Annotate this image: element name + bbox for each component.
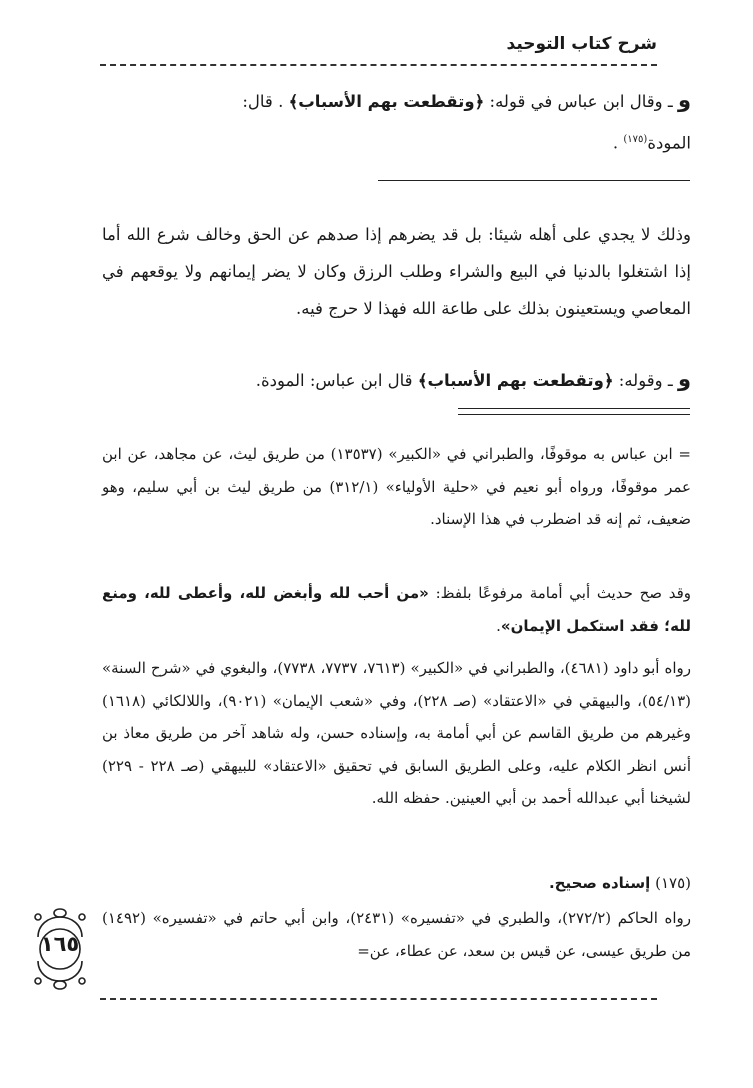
commentary-paragraph: وذلك لا يجدي على أهله شيئا: بل قد يضرهم إذا صدهم عن الحق وخالف شرع الله أما إذا اشتغلوا بالدنيا في البيع والشراء وطلب الرزق وكان لا يضر إيمانهم ولا يوقعهم في المعاصي ويستعينون بذلك على طاعة الله فهذا لا حرج فيه. <box>102 225 691 318</box>
footer-dashed-rule <box>100 998 657 1000</box>
commentary-lead: ـ وقوله: <box>618 371 673 390</box>
hadith-text: «من أحب لله وأبغض لله، وأعطى لله، ومنع لله؛ فقد استكمل الإيمان» <box>102 584 691 635</box>
header-dashed-rule <box>100 64 657 66</box>
footnote-175-text: رواه الحاكم (٢٧٢/٢)، والطبري في «تفسيره» (٢٤٣١)، وابن أبي حاتم في «تفسيره» (١٤٩٢) من طريق عيسى، عن قيس بن سعد، عن عطاء، عن= <box>102 909 692 960</box>
matn-quote-line2 <box>100 121 691 162</box>
footnote-takhrij: رواه أبو داود (٤٦٨١)، والطبراني في «الكبير» (٧٦١٣، ٧٧٣٧، ٧٧٣٨)، والبغوي في «شرح السنة» (٥٤/١٣)، والبيهقي في «الاعتقاد» (صـ ٢٢٨)، وفي «شعب الإيمان» (٩٠٢١)، واللالكائي (١٦١٨) وغيرهم من طريق القاسم عن أبي أمامة به، وإسناده حسن، وله شاهد آخر من طريق معاذ بن أنس انظر الكلام عليه، وعلى الطريق السابق في تحقيق «الاعتقاد» للبيهقي (صـ ٢٢٨ - ٢٢٩) لشيخنا أبي عبدالله أحمد بن أبي العينين. حفظه الله. <box>102 659 692 807</box>
footnote-175-grade: إسناده صحيح. <box>548 874 651 892</box>
footnote-ref-175: (١٧٥) <box>623 134 648 145</box>
footnote-separator-bottom <box>458 414 690 415</box>
matn-line2: المودة <box>647 133 691 153</box>
hadith-end: . <box>496 616 501 635</box>
page-number: ١٦٥ <box>40 932 80 956</box>
footnote-continuation: = ابن عباس به موقوفًا، والطبراني في «الكبير» (١٣٥٣٧) من طريق ليث، عن مجاهد، عن ابن عمر موقوفًا، ورواه أبو نعيم في «حلية الأولياء» (٣١٢/١) من طريق ليث بن أبي سليم، وهو ضعيف، ثم إنه قد اضطرب في هذا الإسناد. <box>102 445 691 528</box>
footnote-hadith <box>102 577 691 642</box>
matn-line2-end: . <box>612 133 619 153</box>
commentary-line <box>102 361 691 399</box>
footnote-separator-top <box>458 408 690 409</box>
matn-quote <box>100 82 691 120</box>
commentary-rest: قال ابن عباس: المودة. <box>255 371 413 390</box>
matn-lead: ـ وقال ابن عباس في قوله: <box>489 92 673 111</box>
matn-quran-verse: ﴿وتقطعت بهم الأسباب﴾ <box>288 92 485 111</box>
commentary-quran-verse: ﴿وتقطعت بهم الأسباب﴾ <box>417 371 614 390</box>
running-title: شرح كتاب التوحيد <box>506 34 657 54</box>
hadith-lead: وقد صح حديث أبي أمامة مرفوعًا بلفظ: <box>435 584 691 602</box>
matn-after: . قال: <box>242 92 284 111</box>
footnote-175-heading <box>102 867 691 900</box>
matn-underline-rule <box>378 180 690 181</box>
commentary-marker: و <box>677 367 691 391</box>
footnote-175-number: (١٧٥) <box>655 874 691 892</box>
matn-marker: و <box>677 88 691 112</box>
